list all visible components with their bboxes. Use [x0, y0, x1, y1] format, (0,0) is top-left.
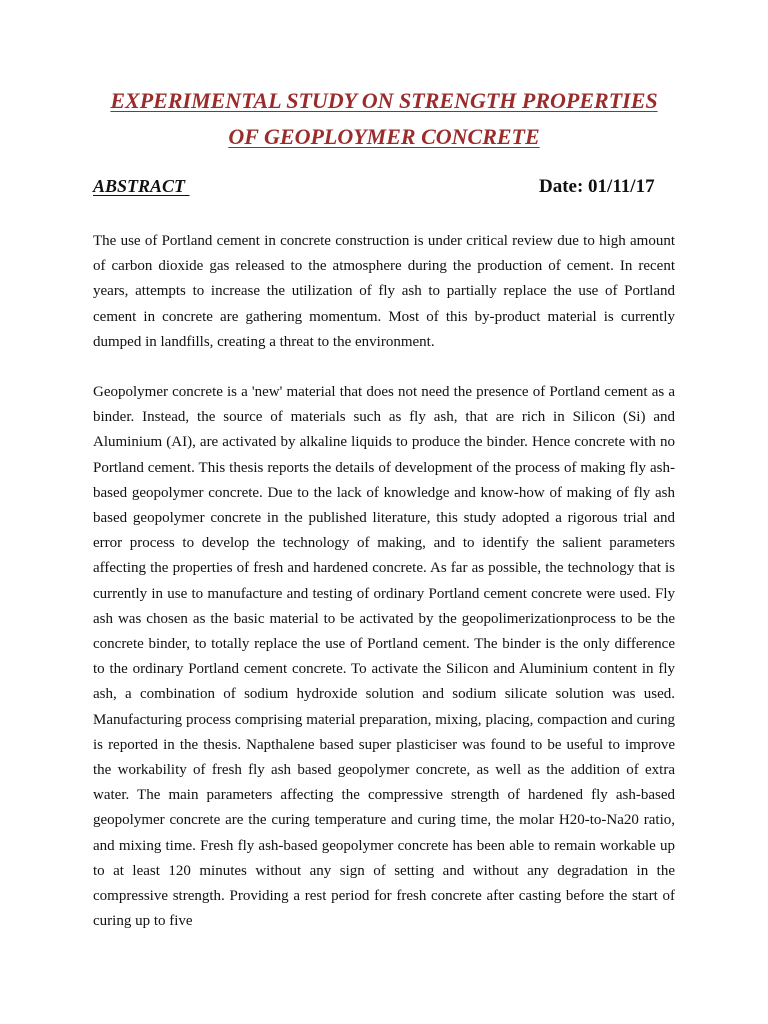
abstract-heading: ABSTRACT [93, 176, 190, 196]
document-title-line-1: EXPERIMENTAL STUDY ON STRENGTH PROPERTIES [110, 88, 658, 113]
abstract-paragraph-1: The use of Portland cement in concrete construction is under critical review due to high amount of carbon dioxide gas released to the atmosphere during the production of cement. In recent years, attempts to increase the utilization of fly ash to partially replace the use of Portland cement in concrete are gathering momentum. Most of this by-product material is currently dumped in landfills, creating a threat to the environment. [93, 233, 675, 350]
document-date: Date: 01/11/17 [539, 176, 655, 197]
abstract-paragraph-2: Geopolymer concrete is a 'new' material that does not need the presence of Portland cement as a binder. Instead, the source of materials such as fly ash, that are rich in Silicon (Si) and Aluminium (AI), are activated by alkaline liquids to produce the binder. Hence concrete with no Portland cement. This thesis reports the details of development of the process of making fly ash-based geopolymer concrete. Due to the lack of knowledge and know-how of making of fly ash based geopolymer concrete in the published literature, this study adopted a rigorous trial and error process to develop the technology of making, and to identify the salient parameters affecting the properties of fresh and hardened concrete. As far as possible, the technology that is currently in use to manufacture and testing of ordinary Portland cement concrete were used. Fly ash was chosen as the basic material to be activated by the geopolimerizationprocess to be the concrete binder, to totally replace the use of Portland cement. The binder is the only difference to the ordinary Portland cement concrete. To activate the Silicon and Aluminium content in fly ash, a combination of sodium hydroxide solution and sodium silicate solution was used. Manufacturing process comprising material preparation, mixing, placing, compaction and curing is reported in the thesis. Napthalene based super plasticiser was found to be useful to improve the workability of fresh fly ash based geopolymer concrete, as well as the addition of extra water. The main parameters affecting the compressive strength of hardened fly ash-based geopolymer concrete are the curing temperature and curing time, the molar H20-to-Na20 ratio, and mixing time. Fresh fly ash-based geopolymer concrete has been able to remain workable up to at least 120 minutes without any sign of setting and without any degradation in the compressive strength. Providing a rest period for fresh concrete after casting before the start of curing up to five [93, 384, 675, 930]
document-title-line-2: OF GEOPLOYMER CONCRETE [228, 124, 540, 149]
